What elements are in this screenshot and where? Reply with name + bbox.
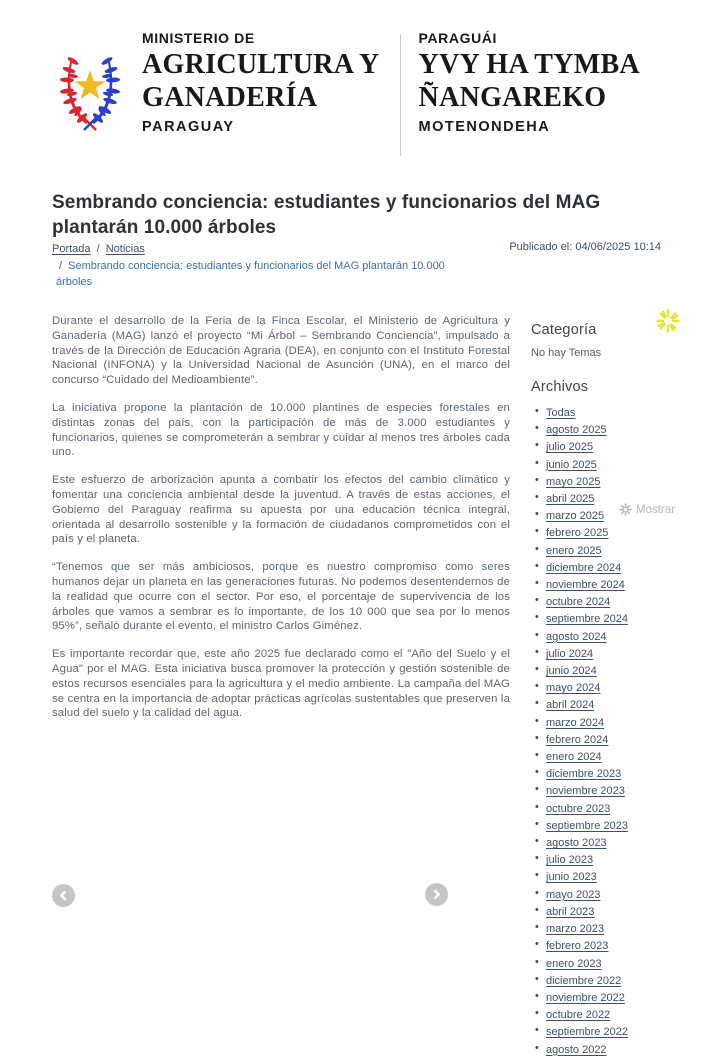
archive-link[interactable]: febrero 2023 [546, 940, 609, 953]
archive-link[interactable]: Todas [546, 407, 576, 419]
archive-item [531, 404, 707, 421]
logo-text-guarani [419, 28, 640, 138]
archive-item [531, 438, 707, 455]
archive-item [531, 1023, 707, 1040]
crest-star [75, 70, 106, 99]
archive-link[interactable]: septiembre 2022 [546, 1026, 628, 1039]
mostrar-button[interactable] [615, 501, 677, 518]
archive-link[interactable]: marzo 2023 [546, 923, 605, 936]
archive-link[interactable]: junio 2025 [546, 458, 597, 471]
archive-item [531, 679, 707, 696]
archive-link[interactable]: marzo 2025 [546, 510, 605, 523]
archive-link[interactable]: enero 2024 [546, 751, 602, 764]
archive-link[interactable]: abril 2023 [546, 905, 595, 918]
chevron-right-icon [431, 889, 442, 900]
category-empty-text: No hay Temas [531, 347, 602, 359]
logo-line-motenondeha: MOTENONDEHA [418, 119, 551, 135]
archive-link[interactable]: noviembre 2024 [546, 579, 625, 592]
archive-item [531, 576, 707, 593]
archive-link[interactable]: marzo 2024 [546, 716, 605, 729]
breadcrumb-separator: / [59, 259, 63, 272]
logo-line-ganaderia: GANADERÍA [142, 82, 318, 113]
archive-link[interactable]: noviembre 2023 [546, 785, 625, 798]
archive-link[interactable]: enero 2023 [546, 957, 602, 970]
archive-item [531, 456, 707, 473]
breadcrumb-line-2 [52, 258, 464, 291]
archive-item [531, 714, 707, 731]
logo-divider [400, 34, 401, 156]
archive-item [531, 696, 707, 713]
breadcrumb [52, 241, 464, 291]
archive-item [531, 593, 707, 610]
archive-link[interactable]: diciembre 2024 [546, 561, 622, 574]
archive-link[interactable]: agosto 2023 [546, 837, 607, 850]
archive-item [531, 645, 707, 662]
archive-link[interactable]: julio 2023 [546, 854, 594, 867]
archive-item [531, 886, 707, 903]
archive-link[interactable]: diciembre 2023 [546, 768, 622, 781]
archive-item [531, 765, 707, 782]
logo-line-paraguai: PARAGUÁI [418, 30, 497, 46]
logo-text-spanish [142, 28, 380, 138]
archive-link[interactable]: agosto 2024 [546, 630, 607, 643]
carousel-next-button[interactable] [425, 883, 448, 906]
logo-line-nangareko: ÑANGAREKO [418, 82, 607, 113]
archive-item [531, 800, 707, 817]
archive-item [531, 542, 707, 559]
logo-line-paraguay: PARAGUAY [142, 119, 235, 135]
archive-item [531, 559, 707, 576]
archive-link[interactable]: mayo 2025 [546, 475, 601, 488]
archive-link[interactable]: febrero 2024 [546, 733, 609, 746]
archive-item [531, 1041, 707, 1058]
breadcrumb-separator: / [96, 243, 100, 255]
archive-item [531, 972, 707, 989]
archive-item [531, 989, 707, 1006]
article-paragraph: “Tenemos que ser más ambiciosos, porque es nuestro compromiso como seres humanos dejar un planeta en las generaciones futuras. No podemos desentendernos de la realidad que ocurre con el sector. Por eso, el porcentaje de supervivencia de los árboles que vamos a sembrar es lo importante, de los 10 000 que sea por lo menos 95%”, señaló durante el evento, el ministro Carlos Giménez. [52, 561, 510, 633]
archives-heading: Archivos [531, 379, 589, 395]
mostrar-burst-icon [619, 503, 632, 516]
page-title: Sembrando conciencia: estudiantes y funcionarios del MAG plantarán 10.000 árboles [52, 192, 601, 238]
sidebar [531, 322, 707, 1058]
site-header [58, 28, 640, 156]
archive-item [531, 731, 707, 748]
archive-link[interactable]: octubre 2024 [546, 596, 611, 609]
archive-link[interactable]: mayo 2024 [546, 682, 601, 695]
archive-item [531, 903, 707, 920]
accessibility-widget-icon[interactable] [656, 309, 680, 333]
coat-of-arms-icon [58, 46, 122, 134]
archive-link[interactable]: enero 2025 [546, 544, 602, 557]
archive-link[interactable]: agosto 2025 [546, 424, 607, 437]
archive-link[interactable]: julio 2024 [546, 647, 594, 660]
archive-link[interactable]: noviembre 2022 [546, 991, 625, 1004]
archive-item [531, 817, 707, 834]
archive-item [531, 748, 707, 765]
breadcrumb-current: Sembrando conciencia: estudiantes y funcionarios del MAG plantarán 10.000 árboles [56, 259, 445, 288]
archive-link[interactable]: octubre 2023 [546, 802, 611, 815]
archive-item [531, 662, 707, 679]
archive-item [531, 937, 707, 954]
article-paragraph: Este esfuerzo de arborización apunta a combatir los efectos del cambio climático y fomentar una conciencia ambiental desde la juventud. A través de estas acciones, el Gobierno del Paraguay reafirma su apuesta por una educación técnica integral, orientada al desarrollo sostenible y la formación de ciudadanos comprometidos con el país y el planeta. [52, 474, 510, 546]
logo-line-agricultura: AGRICULTURA Y [142, 49, 380, 80]
category-heading: Categoría [531, 322, 597, 338]
archive-item [531, 610, 707, 627]
archive-link[interactable]: febrero 2025 [546, 527, 609, 540]
logo-line-ministerio: MINISTERIO DE [142, 30, 255, 46]
breadcrumb-link-portada[interactable]: Portada [52, 243, 91, 255]
archive-item [531, 920, 707, 937]
archive-item [531, 1006, 707, 1023]
archive-link[interactable]: septiembre 2023 [546, 819, 628, 832]
carousel-prev-button[interactable] [52, 884, 75, 907]
archive-item [531, 868, 707, 885]
archive-item [531, 524, 707, 541]
archive-item [531, 955, 707, 972]
article-paragraph: La iniciativa propone la plantación de 10.000 plantines de especies forestales en distintas zonas del país, con la participación de más de 3.000 estudiantes y funcionarios, quienes se comprometerán a sembrar y cuidar al menos tres árboles cada uno. [52, 401, 510, 459]
logo-line-yvy: YVY HA TYMBA [418, 49, 640, 80]
archive-link[interactable]: octubre 2022 [546, 1009, 611, 1022]
archive-item [531, 473, 707, 490]
article-paragraph: Durante el desarrollo de la Feria de la Finca Escolar, el Ministerio de Agricultura y Ganadería (MAG) lanzó el proyecto “Mi Árbol – Sembrando Conciencia”, impulsado a través de la Dirección de Educación Agraria (DEA), en conjunto con el Instituto Forestal Nacional (INFONA) y la Universidad Nacional de Asunción (UNA), en el marco del concurso “Cuidado del Medioambiente”. [52, 315, 510, 387]
archive-link[interactable]: diciembre 2022 [546, 974, 622, 987]
archive-item [531, 628, 707, 645]
archive-link[interactable]: agosto 2022 [546, 1043, 607, 1056]
article-paragraph: Es importante recordar que, este año 2025 fue declarado como el "Año del Suelo y el Agua" por el MAG. Esta iniciativa busca promover la protección y gestión sostenible de estos recursos esenciales para la agricultura y el medio ambiente. La campaña del MAG se centra en la importancia de adoptar prácticas agrícolas sustentables que preserven la salud del suelo y la calidad del agua. [52, 648, 510, 720]
archive-item [531, 851, 707, 868]
mostrar-label: Mostrar [636, 503, 675, 516]
breadcrumb-line-1 [52, 241, 464, 258]
chevron-left-icon [58, 890, 69, 901]
published-date: Publicado el: 04/06/2025 10:14 [509, 241, 661, 253]
archive-item [531, 782, 707, 799]
article-body [52, 314, 510, 734]
archive-item [531, 421, 707, 438]
archive-link[interactable]: junio 2024 [546, 665, 597, 678]
archive-link[interactable]: abril 2024 [546, 699, 595, 712]
archive-link[interactable]: abril 2025 [546, 493, 595, 506]
archive-link[interactable]: julio 2025 [546, 441, 594, 454]
breadcrumb-link-noticias[interactable]: Noticias [105, 243, 145, 255]
archive-link[interactable]: junio 2023 [546, 871, 597, 884]
archive-link[interactable]: septiembre 2024 [546, 613, 628, 626]
archive-item [531, 834, 707, 851]
archive-link[interactable]: mayo 2023 [546, 888, 601, 901]
